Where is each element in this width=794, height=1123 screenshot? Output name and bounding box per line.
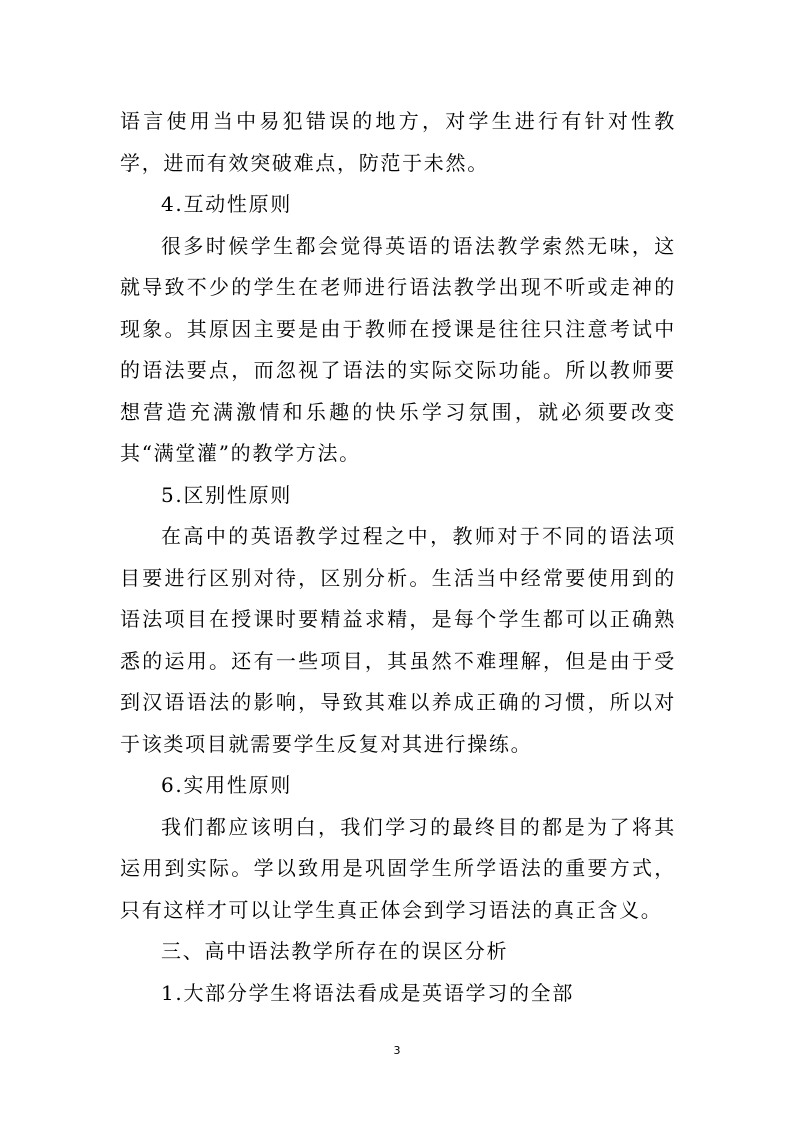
section-heading-practicality-principle: 6.实用性原则 <box>161 773 292 797</box>
document-body <box>120 101 676 1014</box>
body-paragraph-distinction: 在高中的英语教学过程之中，教师对于不同的语法项目要进行区别对待，区别分析。生活当中经常要使用到的语法项目在授课时要精益求精，是每个学生都可以正确熟悉的运用。还有一些项目，其虽然不难理解，但是由于受到汉语语法的影响，导致其难以养成正确的习惯，所以对于该类项目就需要学生反复对其进行操练。 <box>120 524 676 756</box>
section-heading-interactivity-principle: 4.互动性原则 <box>161 192 292 216</box>
body-paragraph-continuation: 语言使用当中易犯错误的地方，对学生进行有针对性教学，进而有效突破难点，防范于未然。 <box>120 109 676 175</box>
body-paragraph-practicality: 我们都应该明白，我们学习的最终目的都是为了将其运用到实际。学以致用是巩固学生所学语法的重要方式，只有这样才可以让学生真正体会到学习语法的真正含义。 <box>120 814 676 922</box>
section-heading-distinction-principle: 5.区别性原则 <box>161 482 292 507</box>
section-heading-misconceptions: 三、高中语法教学所存在的误区分析 <box>161 939 509 963</box>
page-number: 3 <box>393 1044 401 1057</box>
body-paragraph-interactivity: 很多时候学生都会觉得英语的语法教学索然无味，这就导致不少的学生在老师进行语法教学出现不听或走神的现象。其原因主要是由于教师在授课是往往只注意考试中的语法要点，而忽视了语法的实际交际功能。所以教师要想营造充满激情和乐趣的快乐学习氛围，就必须要改变其“满堂灌”的教学方法。 <box>120 233 676 465</box>
subsection-heading-grammar-as-everything: 1.大部分学生将语法看成是英语学习的全部 <box>161 980 575 1005</box>
